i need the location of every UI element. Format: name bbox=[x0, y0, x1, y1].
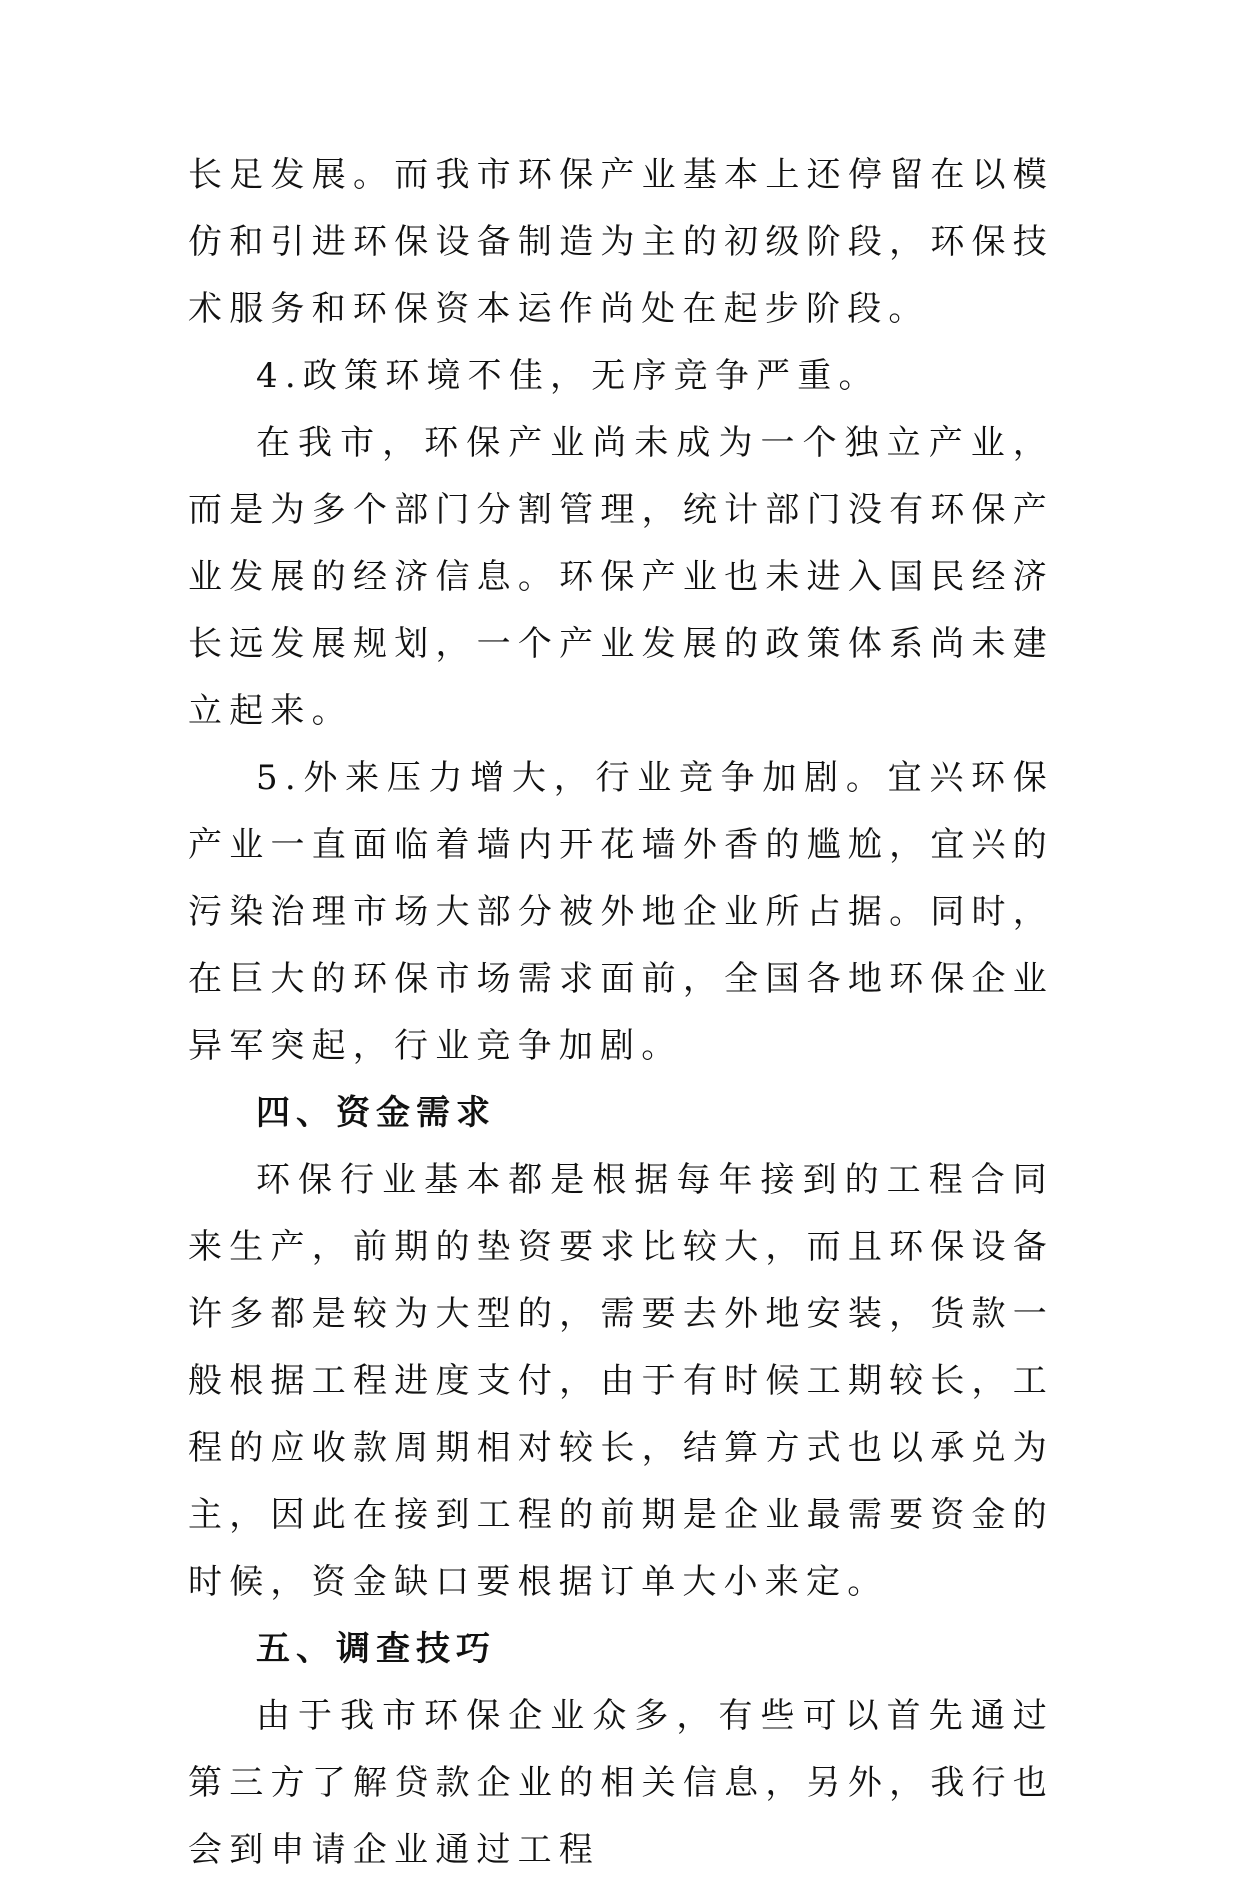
section-heading-investigation-tips: 五、调查技巧 bbox=[256, 1629, 496, 1669]
paragraph-external-pressure: 5.外来压力增大，行业竞争加剧。宜兴环保产业一直面临着墙内开花墙外香的尴尬，宜兴的污染治理市场大部分被外地企业所占据。同时，在巨大的环保市场需求面前，全国各地环保企业异军突起，行业竞争加剧。 bbox=[188, 758, 1054, 1066]
document-body bbox=[188, 142, 1054, 1884]
paragraph-policy-environment: 4.政策环境不佳，无序竞争严重。 bbox=[256, 356, 880, 396]
paragraph-continuation: 长足发展。而我市环保产业基本上还停留在以模仿和引进环保设备制造为主的初级阶段，环保技术服务和环保资本运作尚处在起步阶段。 bbox=[188, 155, 1054, 329]
section-heading-funding-needs: 四、资金需求 bbox=[256, 1093, 496, 1133]
paragraph-investigation-tips: 由于我市环保企业众多，有些可以首先通过第三方了解贷款企业的相关信息，另外，我行也会到申请企业通过工程 bbox=[188, 1696, 1054, 1870]
paragraph-industry-management: 在我市，环保产业尚未成为一个独立产业，而是为多个部门分割管理，统计部门没有环保产业发展的经济信息。环保产业也未进入国民经济长远发展规划，一个产业发展的政策体系尚未建立起来。 bbox=[188, 423, 1054, 731]
paragraph-funding-needs: 环保行业基本都是根据每年接到的工程合同来生产，前期的垫资要求比较大，而且环保设备许多都是较为大型的，需要去外地安装，货款一般根据工程进度支付，由于有时候工期较长，工程的应收款周期相对较长，结算方式也以承兑为主，因此在接到工程的前期是企业最需要资金的时候，资金缺口要根据订单大小来定。 bbox=[188, 1160, 1054, 1602]
